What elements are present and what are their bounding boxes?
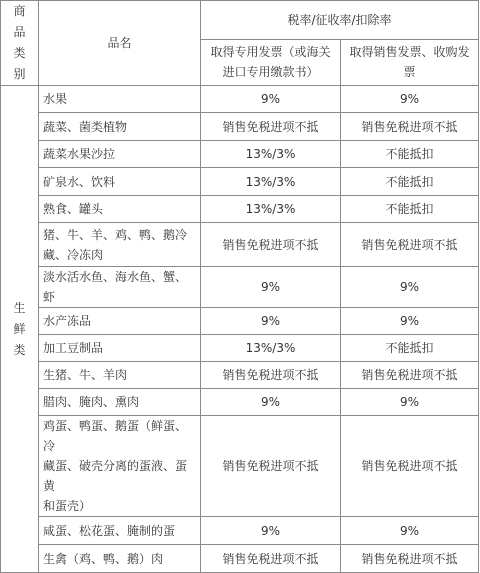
row-col1: 13%/3% (201, 141, 341, 168)
row-name-line: 猪、牛、羊、鸡、鸭、鹅冷 (43, 227, 188, 242)
row-name: 矿泉水、饮料 (39, 168, 201, 196)
row-name-line: 藏蛋、破壳分离的蛋液、蛋黄 (43, 459, 188, 493)
row-col2: 销售免税进项不抵 (341, 113, 479, 141)
header-col1-line: 进口专用缴款书） (222, 65, 319, 80)
header-col1-line: 取得专用发票（或海关 (210, 45, 331, 60)
row-name: 生猪、牛、羊肉 (39, 362, 201, 389)
row-col2: 不能抵扣 (341, 196, 479, 223)
table-row (1, 389, 479, 416)
header-category-char: 别 (13, 67, 26, 81)
row-name (39, 416, 201, 517)
row-col1: 销售免税进项不抵 (201, 545, 341, 573)
header-col2-label: 取得销售发票、收购发票 (349, 45, 470, 80)
row-col2: 销售免税进项不抵 (341, 416, 479, 517)
row-name: 加工豆制品 (39, 335, 201, 362)
table-row (1, 308, 479, 335)
table-row (1, 545, 479, 573)
row-col2: 销售免税进项不抵 (341, 223, 479, 267)
row-col1: 13%/3% (201, 168, 341, 196)
category-char: 生 (13, 300, 26, 315)
row-name-line: 鸡蛋、鸭蛋、鹅蛋（鲜蛋、冷 (43, 419, 188, 453)
row-col2: 9% (341, 389, 479, 416)
header-col1-cell (201, 39, 341, 85)
row-col2: 销售免税进项不抵 (341, 545, 479, 573)
header-category-cell (1, 1, 39, 86)
row-col2: 销售免税进项不抵 (341, 362, 479, 389)
row-col1: 销售免税进项不抵 (201, 113, 341, 141)
row-name: 蔬菜、菌类植物 (39, 113, 201, 141)
row-name (39, 223, 201, 267)
row-name: 腊肉、腌肉、熏肉 (39, 389, 201, 416)
row-col1: 9% (201, 267, 341, 308)
row-col1: 9% (201, 389, 341, 416)
table-row (1, 267, 479, 308)
row-col2: 不能抵扣 (341, 168, 479, 196)
table-row (1, 416, 479, 517)
row-col1: 销售免税进项不抵 (201, 416, 341, 517)
header-name-cell (39, 1, 201, 86)
category-char: 鲜 (13, 321, 26, 336)
row-name: 水产冻品 (39, 308, 201, 335)
row-name: 咸蛋、松花蛋、腌制的蛋 (39, 517, 201, 545)
row-col1: 9% (201, 86, 341, 113)
table-row (1, 335, 479, 362)
row-name: 蔬菜水果沙拉 (39, 141, 201, 168)
row-col2: 9% (341, 308, 479, 335)
row-col2: 9% (341, 86, 479, 113)
row-col2: 9% (341, 517, 479, 545)
category-cell (1, 86, 39, 573)
row-name: 水果 (39, 86, 201, 113)
table-row (1, 196, 479, 223)
row-col1: 9% (201, 308, 341, 335)
row-name-line: 藏、冷冻肉 (43, 247, 104, 262)
row-col1: 13%/3% (201, 196, 341, 223)
row-name: 熟食、罐头 (39, 196, 201, 223)
header-category-char: 品 (13, 25, 26, 39)
table-row (1, 362, 479, 389)
category-char: 类 (13, 342, 26, 357)
header-col2-cell (341, 39, 479, 85)
table-row (1, 168, 479, 196)
header-rate-cell (201, 1, 479, 40)
row-col2: 9% (341, 267, 479, 308)
header-category-char: 商 (13, 4, 26, 18)
table-row (1, 141, 479, 168)
row-col2: 不能抵扣 (341, 141, 479, 168)
table-row (1, 223, 479, 267)
row-col1: 销售免税进项不抵 (201, 362, 341, 389)
table-row (1, 517, 479, 545)
row-col2: 不能抵扣 (341, 335, 479, 362)
header-category-char: 类 (13, 46, 26, 60)
table-row (1, 86, 479, 113)
row-col1: 9% (201, 517, 341, 545)
table-row (1, 113, 479, 141)
row-name: 淡水活水鱼、海水鱼、蟹、虾 (39, 267, 201, 308)
header-rate-label: 税率/征收率/扣除率 (287, 12, 392, 27)
row-name: 生禽（鸡、鸭、鹅）肉 (39, 545, 201, 573)
row-col1: 销售免税进项不抵 (201, 223, 341, 267)
row-name-line: 和蛋壳） (43, 499, 92, 513)
header-name-label: 品名 (107, 36, 132, 50)
row-col1: 13%/3% (201, 335, 341, 362)
